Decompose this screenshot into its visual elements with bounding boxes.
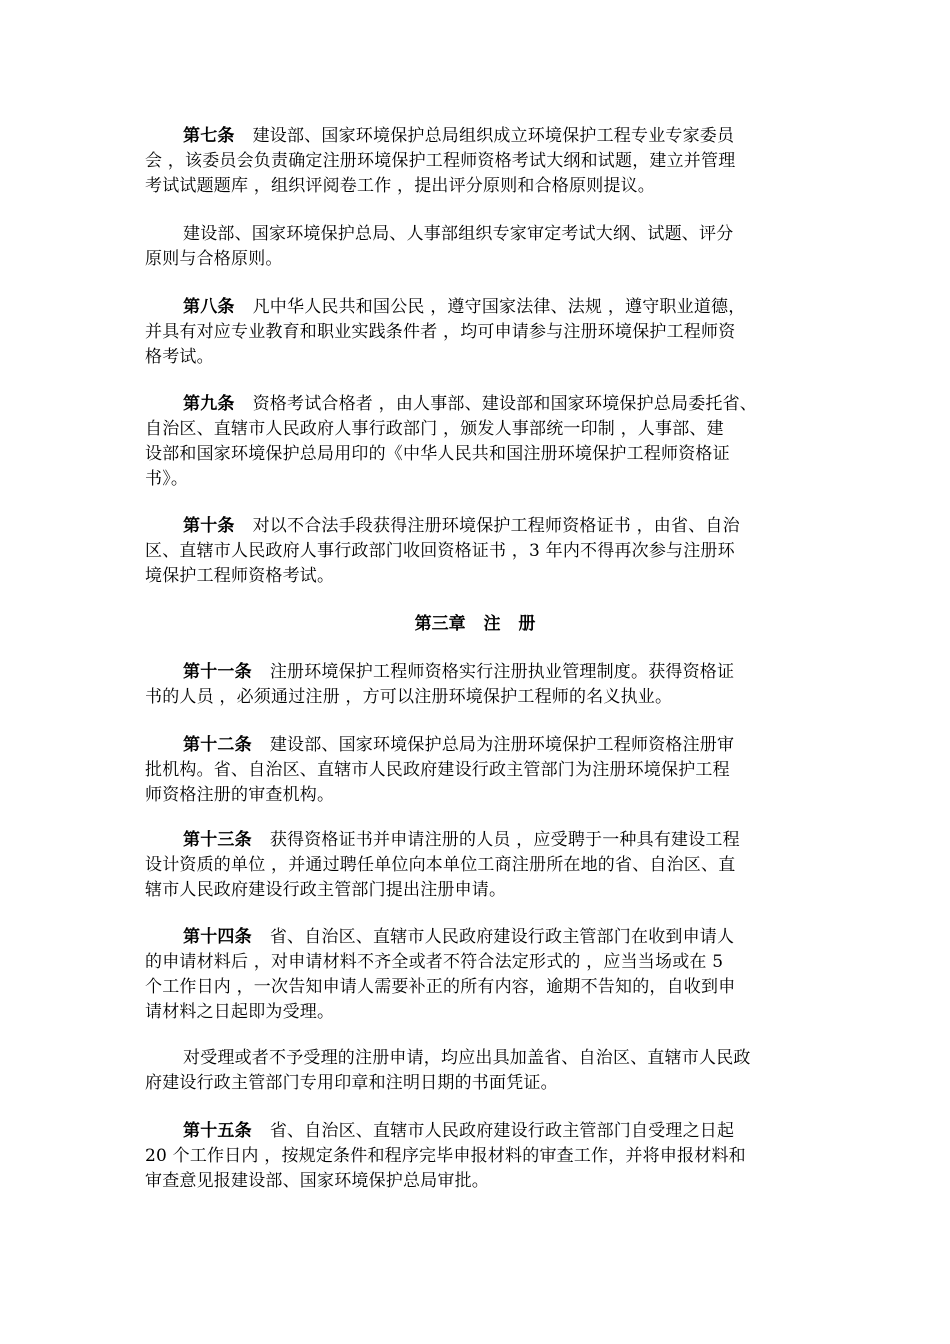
paragraph-line: 建设部、国家环境保护总局、人事部组织专家审定考试大纲、试题、评分 [183,224,734,244]
paragraph-line: 原则与合格原则。 [145,249,283,269]
article-number: 第十二条 [183,735,252,755]
paragraph-line: 府建设行政主管部门专用印章和注明日期的书面凭证。 [145,1073,558,1093]
paragraph-line: 获得资格证书并申请注册的人员 ，应受聘于一种具有建设工程 [269,830,740,850]
paragraph-line: 建设部、国家环境保护总局组织成立环境保护工程专业专家委员 [252,126,735,146]
paragraph-line: 书的人员 ，必须通过注册 ，方可以注册环境保护工程师的名义执业。 [145,687,673,707]
article-12-paragraph [145,733,813,808]
article-15-paragraph [145,1119,813,1194]
paragraph-line: 资格考试合格者 ，由人事部、建设部和国家环境保护总局委托省、 [252,394,758,414]
paragraph-line: 设部和国家环境保护总局用印的《中华人民共和国注册环境保护工程师资格证 [145,444,730,464]
article-number: 第九条 [183,394,235,414]
paragraph-line: 自治区、直辖市人民政府人事行政部门 ，颁发人事部统一印制 ，人事部、建 [145,419,724,439]
paragraph-line: 对以不合法手段获得注册环境保护工程师资格证书 ，由省、自治 [252,516,740,536]
article-number: 第八条 [183,297,235,317]
paragraph-line: 个工作日内 ，一次告知申请人需要补正的所有内容，逾期不告知的，自收到申 [145,977,736,997]
paragraph-line: 区、直辖市人民政府人事行政部门收回资格证书 ，3 年内不得再次参与注册环 [145,541,735,561]
paragraph-line: 设计资质的单位 ，并通过聘任单位向本单位工商注册所在地的省、自治区、直 [145,855,736,875]
paragraph-line: 建设部、国家环境保护总局为注册环境保护工程师资格注册审 [269,735,735,755]
article-number: 第十一条 [183,662,252,682]
paragraph-line: 并具有对应专业教育和职业实践条件者 ，均可申请参与注册环境保护工程师资 [145,322,736,342]
paragraph-line: 审查意见报建设部、国家环境保护总局审批。 [145,1171,489,1191]
article-number: 第七条 [183,126,235,146]
article-number: 第十五条 [183,1121,252,1141]
article-14-paragraph [145,925,813,1025]
article-11-paragraph [145,660,813,710]
paragraph-line: 省、自治区、直辖市人民政府建设行政主管部门在收到申请人 [269,927,735,947]
paragraph-line: 书》。 [145,469,189,489]
paragraph-line: 考试试题题库 ，组织评阅卷工作 ，提出评分原则和合格原则提议。 [145,176,656,196]
article-number: 第十条 [183,516,235,536]
paragraph-line: 20 个工作日内 ，按规定条件和程序完毕申报材料的审查工作，并将申报材料和 [145,1146,746,1166]
paragraph-line: 格考试。 [145,347,214,367]
paragraph-line: 对受理或者不予受理的注册申请，均应出具加盖省、自治区、直辖市人民政 [183,1048,751,1068]
paragraph-line: 境保护工程师资格考试。 [145,566,335,586]
paragraph-line: 请材料之日起即为受理。 [145,1002,335,1022]
article-number: 第十三条 [183,830,252,850]
paragraph-line: 会 ，该委员会负责确定注册环境保护工程师资格考试大纲和试题，建立并管理 [145,151,736,171]
paragraph-line: 批机构。省、自治区、直辖市人民政府建设行政主管部门为注册环境保护工程 [145,760,730,780]
paragraph-line: 省、自治区、直辖市人民政府建设行政主管部门自受理之日起 [269,1121,735,1141]
article-number: 第十四条 [183,927,252,947]
paragraph-line: 师资格注册的审查机构。 [145,785,335,805]
chapter-heading: 第三章 注 册 [414,614,536,634]
paragraph-line: 凡中华人民共和国公民 ，遵守国家法律、法规 ，遵守职业道德， [252,297,746,317]
article-13-paragraph [145,828,813,903]
article-9-paragraph [145,392,813,492]
article-7-paragraph [145,124,813,199]
paragraph-line: 的申请材料后 ，对申请材料不齐全或者不符合法定形式的 ，应当当场或在 5 [145,952,724,972]
paragraph-line: 注册环境保护工程师资格实行注册执业管理制度。获得资格证 [269,662,735,682]
article-7-continuation-paragraph [145,222,813,272]
paragraph-line: 辖市人民政府建设行政主管部门提出注册申请。 [145,880,507,900]
article-14-continuation-paragraph [145,1046,813,1096]
article-10-paragraph [145,514,813,589]
article-8-paragraph [145,295,813,370]
